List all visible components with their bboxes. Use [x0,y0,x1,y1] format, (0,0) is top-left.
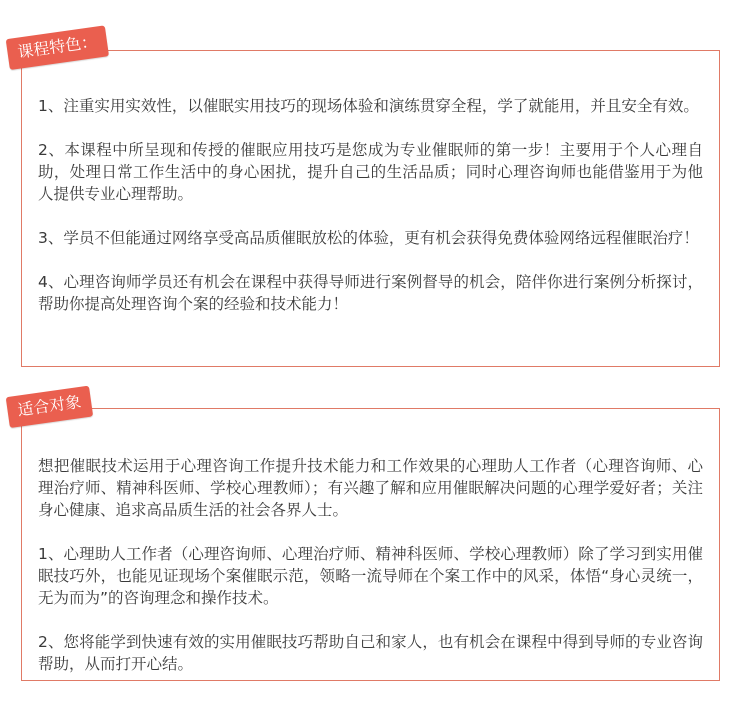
course-features-section [16,31,720,367]
feature-paragraph-2: 2、本课程中所呈现和传授的催眠应用技巧是您成为专业催眠师的第一步！主要用于个人心理自助，处理日常工作生活中的身心困扰，提升自己的生活品质；同时心理咨询师也能借鉴用于为他人提供专业心理帮助。 [38,141,703,203]
feature-paragraph-3: 3、学员不但能通过网络享受高品质催眠放松的体验，更有机会获得免费体验网络远程催眠治疗！ [38,229,699,247]
audience-paragraph-2: 2、您将能学到快速有效的实用催眠技巧帮助自己和家人，也有机会在课程中得到导师的专业咨询帮助，从而打开心结。 [38,633,703,673]
feature-paragraph-1: 1、注重实用实效性，以催眠实用技巧的现场体验和演练贯穿全程，学了就能用，并且安全有效。 [38,97,699,115]
audience-paragraph-intro: 想把催眠技术运用于心理咨询工作提升技术能力和工作效果的心理助人工作者（心理咨询师、心理治疗师、精神科医师、学校心理教师）；有兴趣了解和应用催眠解决问题的心理学爱好者；关注身心健康、追求高品质生活的社会各界人士。 [38,457,703,519]
target-audience-content [38,455,703,697]
audience-paragraph-1: 1、心理助人工作者（心理咨询师、心理治疗师、精神科医师、学校心理教师）除了学习到实用催眠技巧外，也能见证现场个案催眠示范，领略一流导师在个案工作中的风采，体悟“身心灵统一，无为而为”的咨询理念和操作技术。 [38,545,703,607]
feature-paragraph-4: 4、心理咨询师学员还有机会在课程中获得导师进行案例督导的机会，陪伴你进行案例分析探讨，帮助你提高处理咨询个案的经验和技术能力！ [38,273,703,313]
target-audience-tag: 适合对象 [6,386,94,428]
course-features-tag: 课程特色： [6,25,109,70]
course-features-content [38,95,703,337]
target-audience-section [16,391,720,681]
